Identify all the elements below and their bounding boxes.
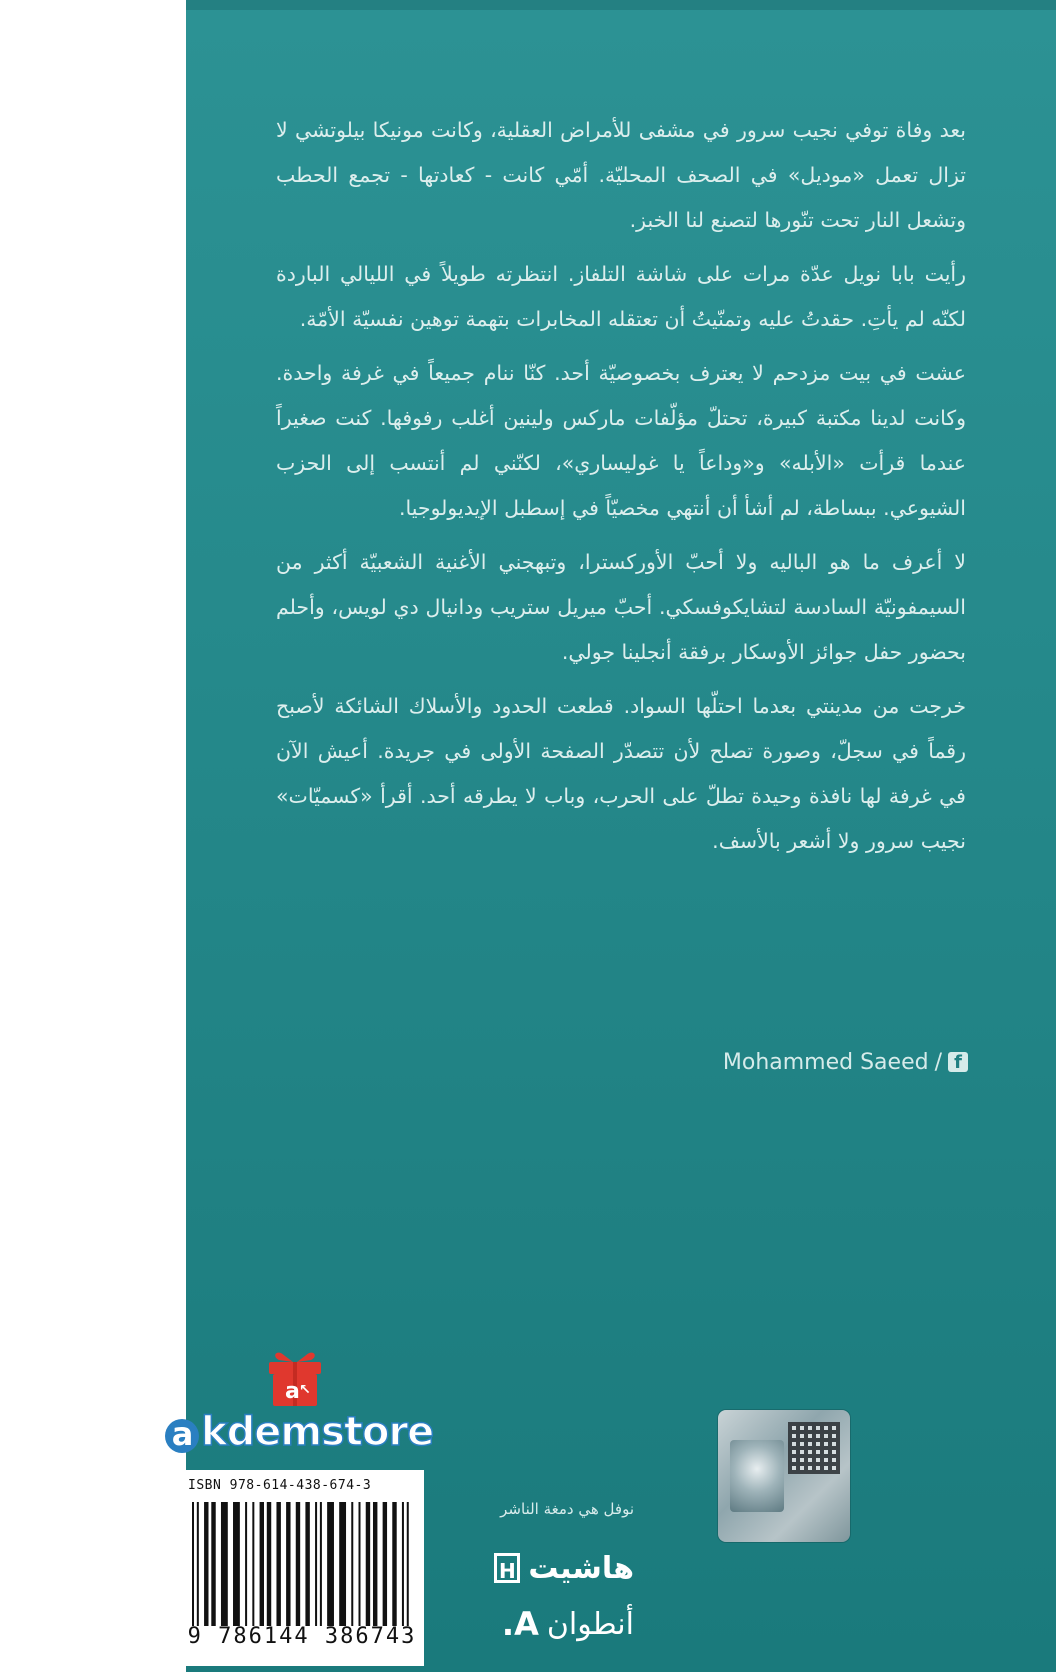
imprint-note: نوفل هي دمغة الناشر <box>500 1500 634 1518</box>
hologram-emblem-icon <box>730 1440 784 1512</box>
blurb-paragraph-1: بعد وفاة توفي نجيب سرور في مشفى للأمراض العقلية، وكانت مونيكا بيلوتشي لا تزال تعمل «موديل» في الصحف المحليّة. أمّي كانت - كعادتها - تجمع الحطب وتشعل النار تحت تنّورها لتصنع لنا الخبز. <box>276 118 966 232</box>
barcode-bar <box>260 1502 264 1626</box>
publisher-block <box>448 1500 634 1660</box>
blurb-paragraph-2: رأيت بابا نويل عدّة مرات على شاشة التلفاز. انتظرته طويلاً في الليالي الباردة لكنّه لم يأتِ. حقدتُ عليه وتمنّيتُ أن تعتقله المخابرات بتهمة توهين نفسيّة الأمّة. <box>276 262 966 331</box>
barcode-bar <box>252 1502 254 1626</box>
barcode-bar <box>204 1502 208 1626</box>
barcode-bar <box>359 1502 361 1626</box>
barcode-bar <box>245 1502 247 1626</box>
barcode-bar <box>373 1502 377 1626</box>
barcode-bar <box>211 1502 215 1626</box>
back-cover-blurb <box>276 108 966 873</box>
barcode-bar <box>407 1502 409 1626</box>
barcode-bar <box>267 1502 271 1626</box>
barcode-bar <box>383 1502 387 1626</box>
author-name: Mohammed Saeed <box>722 1049 929 1075</box>
publisher-name-hachette: هاشيت <box>528 1550 634 1586</box>
isbn-number: ISBN 978-614-438-674-3 <box>188 1478 372 1493</box>
barcode-bar <box>339 1502 346 1626</box>
publisher-name-antoine: أنطوان <box>546 1606 634 1642</box>
cover-top-edge <box>186 0 1056 10</box>
barcode-bar <box>296 1502 300 1626</box>
barcode-bar <box>305 1502 309 1626</box>
barcode-digits: 9 786144 386743 <box>187 1624 417 1649</box>
barcode-bar <box>276 1502 280 1626</box>
barcode-bar <box>320 1502 322 1626</box>
antoine-a-logo-icon: A. <box>501 1605 539 1643</box>
svg-text:↖: ↖ <box>299 1382 311 1398</box>
isbn-barcode <box>180 1470 424 1666</box>
barcode-bar <box>392 1502 396 1626</box>
barcode-bar <box>327 1502 334 1626</box>
hologram-sticker <box>718 1410 850 1542</box>
blurb-paragraph-5: خرجت من مدينتي بعدما احتلّها السواد. قطعت الحدود والأسلاك الشائكة لأصبح رقماً في سجلّ، وصورة تصلح لأن تتصدّر الصفحة الأولى في جريدة. أعيش الآن في غرفة لها نافذة وحيدة تطلّ على الحرب، وباب لا يطرقه أحد. أقرأ «كسميّات» نجيب سرور ولا أشعر بالأسف. <box>276 694 966 853</box>
blurb-paragraph-4: لا أعرف ما هو الباليه ولا أحبّ الأوركسترا، وتبهجني الأغنية الشعبيّة أكثر من السيمفونيّة السادسة لتشايكوفسكي. أحبّ ميريل ستريب ودانيال دي لويس، وأحلم بحضور حفل جوائز الأوسكار برفقة أنجلينا جولي. <box>276 550 966 664</box>
publisher-name-line-2 <box>448 1600 634 1648</box>
barcode-bar <box>286 1502 290 1626</box>
barcode-bar <box>233 1502 240 1626</box>
publisher-name-line-1 <box>448 1544 634 1592</box>
gift-box-icon <box>263 1344 327 1408</box>
store-name-rest: kdemstore <box>201 1409 434 1455</box>
barcode-bar <box>197 1502 199 1626</box>
barcode-bars <box>192 1502 414 1626</box>
barcode-bar <box>315 1502 317 1626</box>
credit-separator: / <box>934 1049 942 1075</box>
store-name <box>165 1404 434 1460</box>
store-name-initial: a <box>165 1419 199 1453</box>
svg-text:a: a <box>285 1379 300 1404</box>
barcode-bar <box>366 1502 370 1626</box>
white-margin <box>0 0 186 1672</box>
barcode-bar <box>221 1502 228 1626</box>
author-credit <box>700 1044 968 1080</box>
barcode-bar <box>351 1502 353 1626</box>
store-logo <box>165 1344 434 1462</box>
facebook-icon: f <box>948 1052 968 1072</box>
hachette-h-logo-icon: H <box>494 1553 520 1583</box>
barcode-bar <box>402 1502 404 1626</box>
blurb-paragraph-3: عشت في بيت مزدحم لا يعترف بخصوصيّة أحد. كنّا ننام جميعاً في غرفة واحدة. وكانت لدينا مكتبة كبيرة، تحتلّ مؤلّفات ماركس ولينين أغلب رفوفها. كنت صغيراً عندما قرأت «الأبله» و«وداعاً يا غوليساري»، لكنّني لم أنتسب إلى الحزب الشيوعي. ببساطة، لم أشأ أن أنتهي مخصيّاً في إسطبل الإيديولوجيا. <box>276 361 966 520</box>
qr-code-icon <box>788 1422 840 1474</box>
barcode-bar <box>192 1502 194 1626</box>
